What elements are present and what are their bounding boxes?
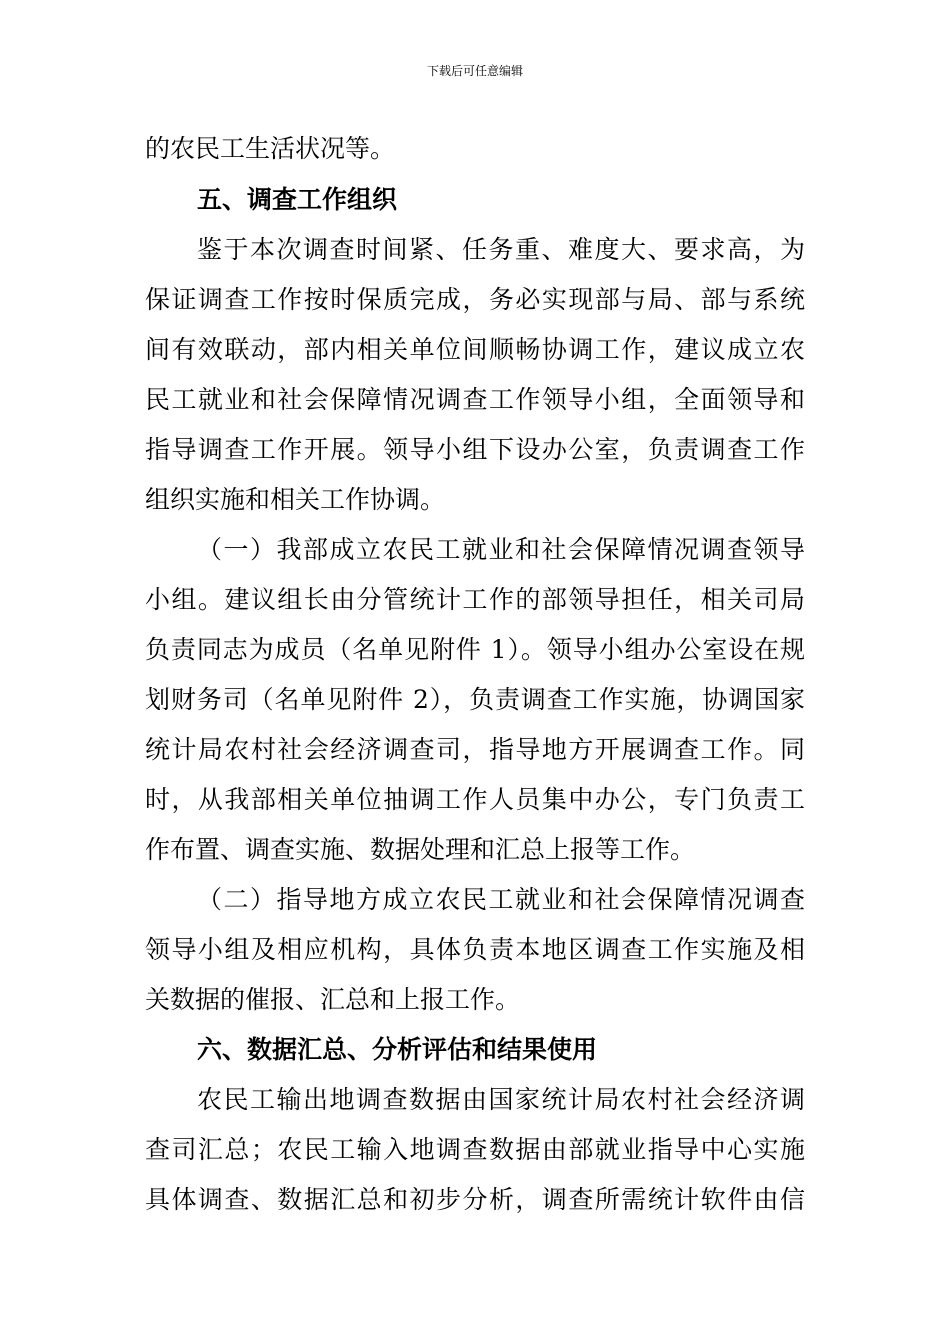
- body-line: 小组。建议组长由分管统计工作的部领导担任，相关司局: [145, 585, 805, 614]
- body-line: 间有效联动，部内相关单位间顺畅协调工作，建议成立农: [145, 335, 805, 364]
- body-line: 指导调查工作开展。领导小组下设办公室，负责调查工作: [145, 435, 805, 464]
- body-line: 查司汇总；农民工输入地调查数据由部就业指导中心实施: [145, 1135, 805, 1164]
- paragraph-first-line: （一）我部成立农民工就业和社会保障情况调查领导: [197, 535, 805, 564]
- body-line: 统计局农村社会经济调查司，指导地方开展调查工作。同: [145, 735, 805, 764]
- section-heading: 五、调查工作组织: [197, 185, 398, 214]
- paragraph-first-line: 鉴于本次调查时间紧、任务重、难度大、要求高，为: [197, 235, 805, 264]
- body-line: 领导小组及相应机构，具体负责本地区调查工作实施及相: [145, 935, 805, 964]
- body-line: 作布置、调查实施、数据处理和汇总上报等工作。: [145, 835, 696, 864]
- body-line: 民工就业和社会保障情况调查工作领导小组，全面领导和: [145, 385, 805, 414]
- body-line: 负责同志为成员（名单见附件 1）。领导小组办公室设在规: [145, 635, 805, 664]
- body-line: 的农民工生活状况等。: [145, 134, 396, 163]
- body-line: 时，从我部相关单位抽调工作人员集中办公，专门负责工: [145, 785, 805, 814]
- body-line: 具体调查、数据汇总和初步分析，调查所需统计软件由信: [145, 1185, 805, 1214]
- body-line: 关数据的催报、汇总和上报工作。: [145, 985, 521, 1014]
- page-header: 下载后可任意编辑: [426, 64, 523, 78]
- paragraph-first-line: （二）指导地方成立农民工就业和社会保障情况调查: [197, 885, 805, 914]
- body-line: 组织实施和相关工作协调。: [145, 485, 446, 514]
- body-line: 保证调查工作按时保质完成，务必实现部与局、部与系统: [145, 285, 805, 314]
- paragraph-first-line: 农民工输出地调查数据由国家统计局农村社会经济调: [197, 1085, 805, 1114]
- body-line: 划财务司（名单见附件 2），负责调查工作实施，协调国家: [145, 685, 805, 714]
- section-heading: 六、数据汇总、分析评估和结果使用: [197, 1035, 598, 1064]
